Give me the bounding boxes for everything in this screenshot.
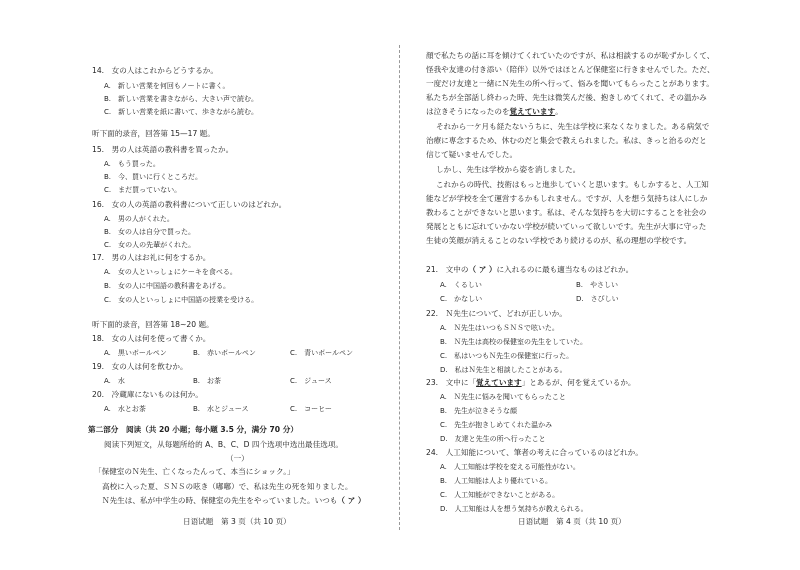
q20-stem: 20. 冷蔵庫にないものは何か。 bbox=[92, 390, 203, 399]
q17-stem: 17. 男の人はお礼に何をするか。 bbox=[92, 253, 211, 262]
q21-blank: （ ア ） bbox=[468, 265, 497, 274]
q23-option-b: B. 先生が泣きそうな顔 bbox=[440, 407, 518, 415]
passage-section-number: （一） bbox=[226, 454, 249, 463]
q24-option-b: B. 人工知能は人より優れている。 bbox=[440, 477, 553, 485]
listening-instruction-15-17: 听下面的录音，回答第 15—17 题。 bbox=[92, 129, 215, 138]
q15-stem: 15. 男の人は英語の教科書を買ったか。 bbox=[92, 145, 234, 154]
passage-line-13: これからの時代、技術はもっと進歩していくと思います。もしかすると、人工知 bbox=[436, 180, 709, 189]
q21-option-b: B. やさしい bbox=[576, 281, 619, 289]
part2-title: 第二部分 阅读（共 20 小题；每小题 3.5 分，满分 70 分） bbox=[88, 425, 298, 434]
q14-option-b: B. 新しい営業を書きながら、大きい声で読む。 bbox=[104, 95, 259, 103]
q18-option-a: A. 黒いボールペン bbox=[104, 349, 167, 357]
blank-a: （ ア ） bbox=[337, 496, 366, 505]
q21-option-d: D. さびしい bbox=[576, 295, 619, 303]
passage-line-9: それから一ケ月も経たないうちに、先生は学校に来なくなりました。ある病気で bbox=[436, 122, 710, 131]
q14-option-a: A. 新しい営業を何回もノートに書く。 bbox=[104, 82, 230, 90]
q19-option-c: C. ジュース bbox=[290, 377, 332, 385]
q16-option-b: B. 女の人は自分で買った。 bbox=[104, 228, 196, 236]
passage-line-6: 一度だけ友達と一緒にＮ先生の所へ行って、悩みを聞いてもらったことがあります。 bbox=[426, 79, 714, 88]
passage-line-17: 生徒の笑顔が消えることのない学校であり続けるのが、私の理想の学校です。 bbox=[426, 236, 692, 245]
q23-underlined: 覚えています bbox=[476, 378, 522, 387]
q18-stem: 18. 女の人は何を使って書くか。 bbox=[92, 334, 211, 343]
q23-stem-text: 23. 文中に「 bbox=[426, 378, 477, 387]
passage-line-2: 高校に入った夏、ＳＮＳの呟き（嘟嘟）で、私は先生の死を知りました。 bbox=[102, 482, 353, 491]
q18-option-c: C. 青いボールペン bbox=[290, 349, 353, 357]
passage-line-3-text: Ｎ先生は、私が中学生の時、保健室の先生をやっていました。いつも bbox=[102, 496, 338, 505]
q24-stem: 24. 人工知能について、筆者の考えに合っているのはどれか。 bbox=[426, 448, 643, 457]
passage-line-14: 能などが学校を全て運営するかもしれません。ですが、人を想う気持ちは人にしか bbox=[426, 194, 708, 203]
q23-stem-end: 」とあるが、何を覚えているか。 bbox=[521, 378, 636, 387]
q21-stem-end: に入れるのに最も適当なものはどれか。 bbox=[496, 265, 634, 274]
passage-line-12: しかし、先生は学校から姿を消しました。 bbox=[436, 165, 581, 174]
q21-stem bbox=[426, 265, 633, 275]
q15-option-a: A. もう買った。 bbox=[104, 160, 160, 168]
q19-option-b: B. お茶 bbox=[193, 377, 222, 385]
passage-line-8-end: 。 bbox=[555, 107, 563, 116]
q23-option-d: D. 友達と先生の所へ行ったこと bbox=[440, 435, 546, 443]
q22-option-d: D. 私はＮ先生と相談したことがある。 bbox=[440, 366, 567, 374]
q17-option-b: B. 女の人に中国語の教科書をあげる。 bbox=[104, 282, 231, 290]
q20-option-b: B. 水とジュース bbox=[193, 405, 249, 413]
q23-option-a: A. Ｎ先生に悩みを聞いてもらったこと bbox=[440, 393, 566, 401]
q22-option-a: A. Ｎ先生はいつもＳＮＳで呟いた。 bbox=[440, 324, 559, 332]
passage-line-16: 発展とともに忘れていかない学校が続いていって欲しいです。先生が大事に守った bbox=[426, 222, 707, 231]
q16-option-a: A. 男の人がくれた。 bbox=[104, 215, 174, 223]
q21-option-c: C. かなしい bbox=[440, 295, 483, 303]
q23-stem bbox=[426, 378, 636, 388]
q15-option-c: C. まだ買っていない。 bbox=[104, 186, 182, 194]
q19-stem: 19. 女の人は何を飲むか。 bbox=[92, 362, 188, 371]
page-footer-3: 日语试题 第 3 页（共 10 页） bbox=[183, 517, 291, 526]
q22-option-b: B. Ｎ先生は高校の保健室の先生をしていた。 bbox=[440, 338, 588, 346]
passage-line-7: 私たちが全部話し終わった時、先生は微笑んだ後、抱きしめてくれて、その温かみ bbox=[426, 93, 707, 102]
q14-option-c: C. 新しい営業を紙に書いて、歩きながら読む。 bbox=[104, 108, 258, 116]
passage-line-15: 教わることができないと思います。私は、そんな気持ちを大切にすることを社会の bbox=[426, 208, 707, 217]
passage-line-1: 「保健室のＮ先生、亡くなったんって、本当にショック。」 bbox=[94, 467, 295, 476]
q24-option-c: C. 人工知能ができないことがある。 bbox=[440, 491, 560, 499]
passage-line-8 bbox=[426, 107, 563, 117]
right-page bbox=[400, 0, 800, 570]
part2-instruction: 阅读下列短文，从每题所给的 A、B、C、D 四个选项中选出最佳选项。 bbox=[104, 440, 344, 449]
q20-option-a: A. 水とお茶 bbox=[104, 405, 146, 413]
q21-option-a: A. くるしい bbox=[440, 281, 482, 289]
passage-line-4: 顔で私たちの話に耳を傾けてくれていたのですが、私は相談するのが恥ずかしくて、 bbox=[426, 51, 715, 60]
passage-line-3 bbox=[102, 496, 365, 506]
q24-option-a: A. 人工知能は学校を変える可能性がない。 bbox=[440, 463, 580, 471]
q17-option-a: A. 女の人といっしょにケーキを食べる。 bbox=[104, 268, 237, 276]
q16-option-c: C. 女の人の先輩がくれた。 bbox=[104, 241, 196, 249]
q23-option-c: C. 先生が抱きしめてくれた温かみ bbox=[440, 421, 553, 429]
q15-option-b: B. 今、買いに行くところだ。 bbox=[104, 173, 203, 181]
listening-instruction-18-20: 听下面的录音，回答第 18~20 题。 bbox=[92, 320, 214, 329]
q16-stem: 16. 女の人の英語の教科書について正しいのはどれか。 bbox=[92, 200, 287, 209]
q22-stem: 22. Ｎ先生について、どれが正しいか。 bbox=[426, 309, 567, 318]
page-footer-4: 日语试题 第 4 页（共 10 页） bbox=[518, 517, 626, 526]
passage-line-5: 怪我や友達の付き添い（陪伴）以外ではほとんど保健室に行きませんでした。ただ、 bbox=[426, 65, 715, 74]
passage-line-11: 信じて疑いませんでした。 bbox=[426, 150, 518, 159]
q18-option-b: B. 赤いボールペン bbox=[193, 349, 256, 357]
q21-stem-text: 21. 文中の bbox=[426, 265, 469, 274]
q17-option-c: C. 女の人といっしょに中国語の授業を受ける。 bbox=[104, 296, 259, 304]
q14-stem: 14. 女の人はこれからどうするか。 bbox=[92, 66, 218, 75]
q24-option-d: D. 人工知能は人を想う気持ちが教えられる。 bbox=[440, 505, 588, 513]
passage-line-10: 治療に専念するため、休むのだと集会で教えられました。私は、きっと治るのだと bbox=[426, 136, 707, 145]
passage-line-8-text: は泣きそうになったのを bbox=[426, 107, 510, 116]
q19-option-a: A. 水 bbox=[104, 377, 125, 385]
q22-option-c: C. 私はいつもＮ先生の保健室に行った。 bbox=[440, 352, 574, 360]
q20-option-c: C. コーヒー bbox=[290, 405, 332, 413]
underlined-phrase: 覚えています bbox=[509, 107, 556, 116]
